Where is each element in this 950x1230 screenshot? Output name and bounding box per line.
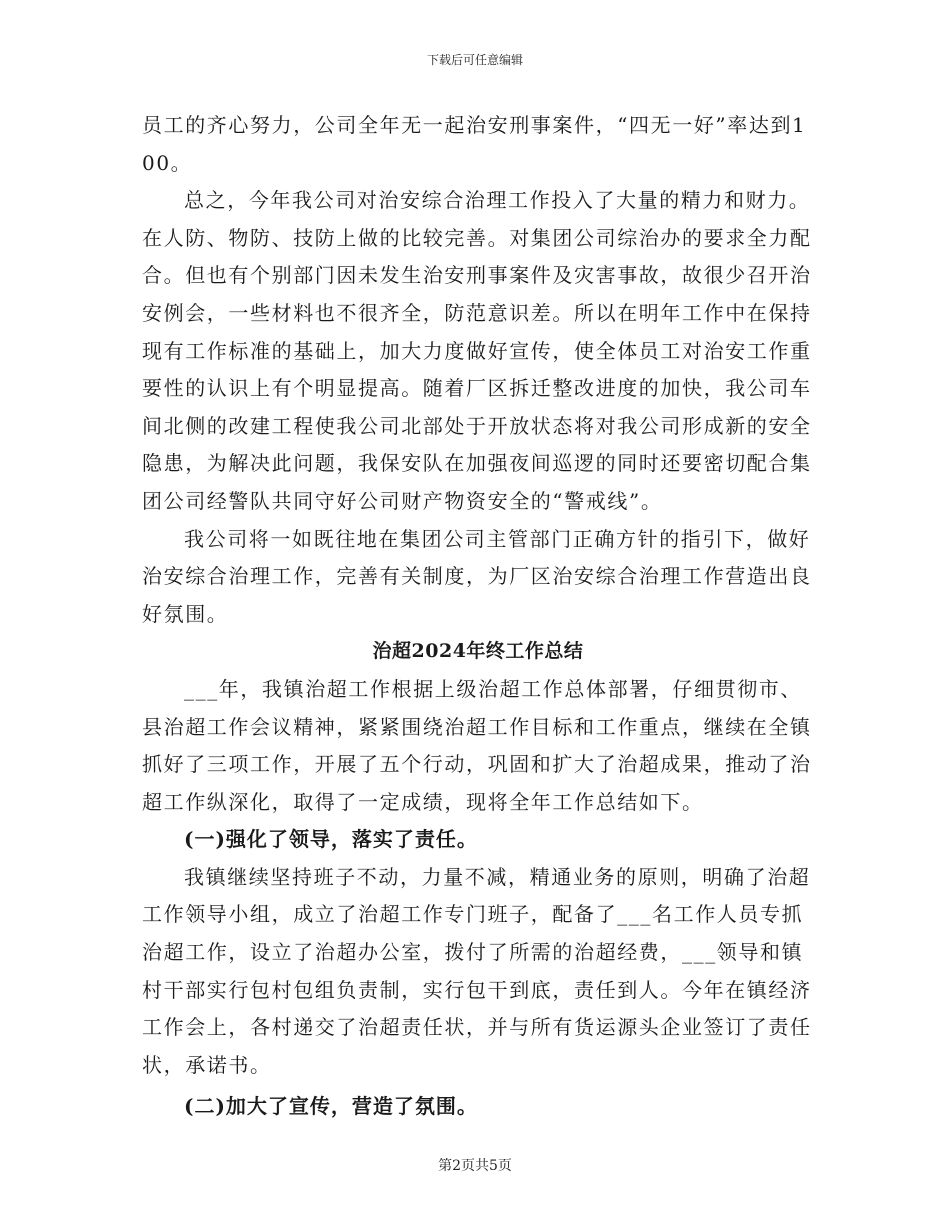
- page-header: 下载后可任意编辑: [426, 53, 523, 67]
- document-title: 治超2024年终工作总结: [372, 640, 584, 663]
- paragraph: 我公司将一如既往地在集团公司主管部门正确方针的指引下，做好治安综合治理工作，完善有关制度，为厂区治安综合治理工作营造出良好氛围。: [142, 526, 812, 626]
- paragraph: ___年，我镇治超工作根据上级治超工作总体部署，仔细贯彻市、县治超工作会议精神，紧紧围绕治超工作目标和工作重点，继续在全镇抓好了三项工作，开展了五个行动，巩固和扩大了治超成果，推动了治超工作纵深化，取得了一定成绩，现将全年工作总结如下。: [142, 676, 812, 814]
- page-number: 第2页共5页: [438, 1158, 512, 1174]
- section-heading: (二)加大了宣传，营造了氛围。: [184, 1094, 478, 1119]
- document-body: [142, 107, 814, 1126]
- paragraph: 总之，今年我公司对治安综合治理工作投入了大量的精力和财力。在人防、物防、技防上做的比较完善。对集团公司综治办的要求全力配合。但也有个别部门因未发生治安刑事案件及灾害事故，故很少召开治安例会，一些材料也不很齐全，防范意识差。所以在明年工作中在保持现有工作标准的基础上，加大力度做好宣传，使全体员工对治安工作重要性的认识上有个明显提高。随着厂区拆迁整改进度的加快，我公司车间北侧的改建工程使我公司北部处于开放状态将对我公司形成新的安全隐患，为解决此问题，我保安队在加强夜间巡逻的同时还要密切配合集团公司经警队共同守好公司财产物资安全的“警戒线”。: [142, 188, 812, 513]
- paragraph: 我镇继续坚持班子不动，力量不减，精通业务的原则，明确了治超工作领导小组，成立了治超工作专门班子，配备了___名工作人员专抓治超工作，设立了治超办公室，拨付了所需的治超经费，___领导和镇村干部实行包村包组负责制，实行包干到底，责任到人。今年在镇经济工作会上，各村递交了治超责任状，并与所有货运源头企业签订了责任状，承诺书。: [142, 864, 812, 1077]
- section-heading: (一)强化了领导，落实了责任。: [184, 827, 478, 852]
- paragraph: 员工的齐心努力，公司全年无一起治安刑事案件，“四无一好”率达到100。: [142, 113, 807, 175]
